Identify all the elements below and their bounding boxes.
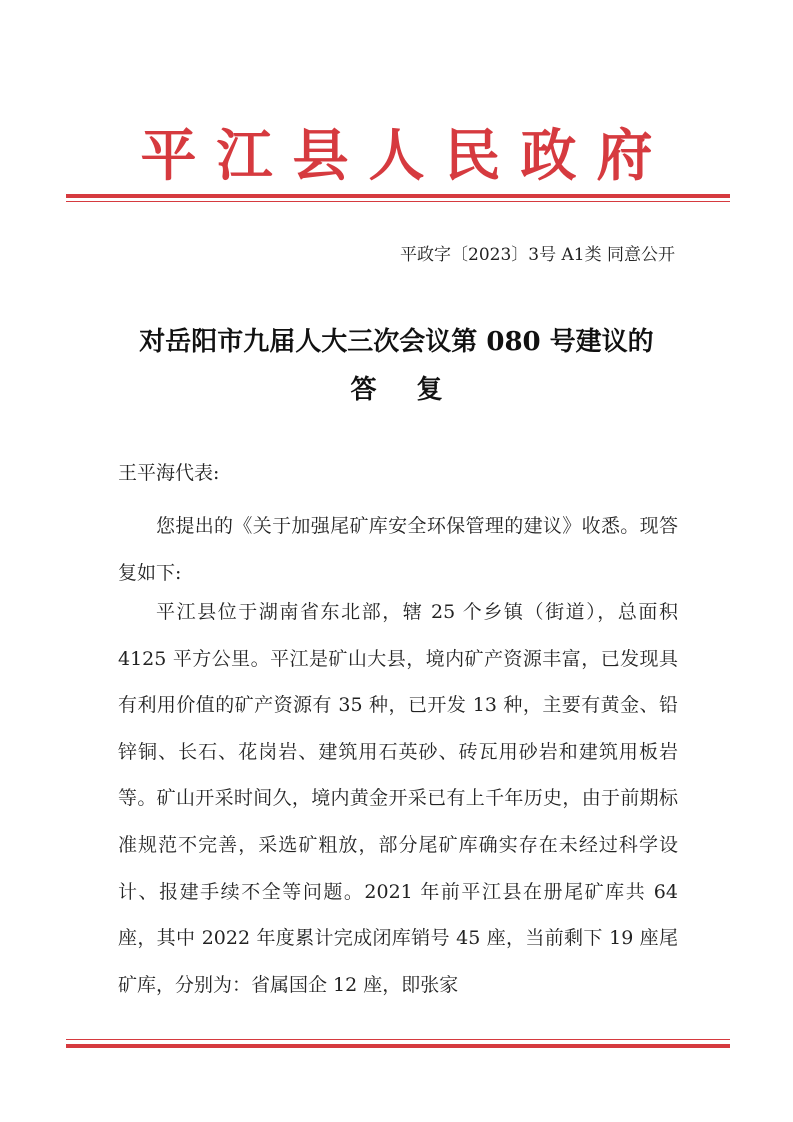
document-title-line1: 对岳阳市九届人大三次会议第 080 号建议的 (139, 327, 654, 357)
salutation: 王平海代表: (118, 462, 220, 484)
document-title (0, 318, 793, 414)
footer-divider-thin (66, 1039, 730, 1040)
body-paragraph: 平江县位于湖南省东北部，辖 25 个乡镇（街道），总面积 4125 平方公里。平江是矿山大县，境内矿产资源丰富，已发现具有利用价值的矿产资源有 35 种，已开发 13 种，主要有黄金、铅锌铜、长石、花岗岩、建筑用石英砂、砖瓦用砂岩和建筑用板岩等。矿山开采时间久，境内黄金开采已有上千年历史，由于前期标准规范不完善，采选矿粗放，部分尾矿库确实存在未经过科学设计、报建手续不全等问题。2021 年前平江县在册尾矿库共 64 座，其中 2022 年度累计完成闭库销号 45 座，当前剩下 19 座尾矿库，分别为：省属国企 12 座，即张家 (118, 601, 678, 996)
body-paragraph: 您提出的《关于加强尾矿库安全环保管理的建议》收悉。现答复如下: (118, 515, 678, 584)
masthead-divider-thick (66, 194, 730, 198)
document-title-line2: 答复 (350, 375, 483, 405)
footer-divider-thick (66, 1044, 730, 1048)
document-number: 平政字〔2023〕3号 A1类 同意公开 (400, 245, 675, 265)
masthead-divider-thin (66, 201, 730, 202)
issuing-authority-masthead: 平江县人民政府 (140, 123, 673, 189)
